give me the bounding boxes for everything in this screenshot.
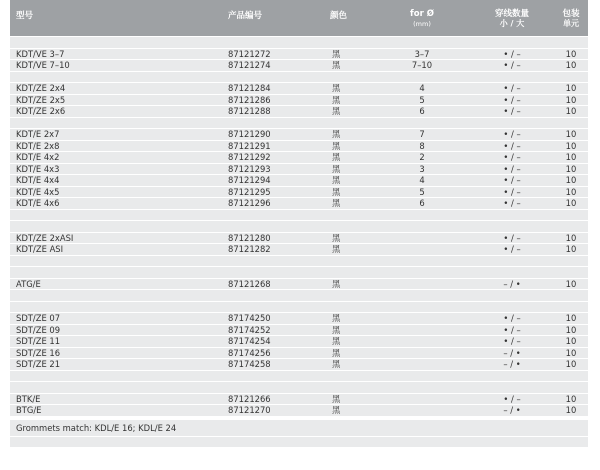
- cell-pack: 10: [565, 278, 577, 289]
- cell-code: 87174258: [228, 359, 271, 369]
- cell-pack: 10: [565, 48, 577, 59]
- cell-model: SDT/ZE 07: [16, 313, 61, 323]
- cell-model: KDT/ZE 2x6: [16, 106, 66, 116]
- cell-code: 87121294: [228, 175, 271, 185]
- cell-for: 8: [419, 140, 425, 151]
- cell-code: 87121288: [228, 106, 271, 116]
- cell-count: • / –: [503, 324, 521, 335]
- header-count-label: 穿线数量: [494, 9, 529, 19]
- table-row: [10, 267, 588, 278]
- cell-color: 黑: [332, 347, 341, 358]
- cell-count: • / –: [503, 232, 521, 243]
- cell-code: 87121280: [228, 232, 271, 243]
- table-row: [10, 152, 588, 163]
- table-row: [10, 302, 588, 313]
- cell-count: • / –: [503, 313, 521, 323]
- table-row: [10, 336, 588, 347]
- cell-code: 87121270: [228, 405, 271, 415]
- cell-pack: 10: [565, 106, 577, 116]
- cell-pack: 10: [565, 324, 577, 335]
- cell-code: 87121290: [228, 129, 271, 139]
- cell-for: 5: [419, 94, 425, 105]
- cell-for: 6: [419, 106, 425, 116]
- cell-count: • / –: [503, 393, 521, 404]
- cell-code: 87174250: [228, 313, 271, 323]
- cell-color: 黑: [332, 129, 341, 139]
- cell-color: 黑: [332, 313, 341, 323]
- cell-pack: 10: [565, 198, 577, 208]
- header-for-label: for Ø: [410, 9, 434, 19]
- header-count: [484, 9, 540, 28]
- cell-color: 黑: [332, 186, 341, 197]
- cell-count: • / –: [503, 152, 521, 162]
- cell-model: SDT/ZE 11: [16, 336, 61, 346]
- cell-pack: 10: [565, 244, 577, 254]
- cell-pack: 10: [565, 186, 577, 197]
- footnote: [10, 420, 588, 436]
- cell-count: • / –: [503, 336, 521, 346]
- cell-model: SDT/ZE 21: [16, 359, 61, 369]
- cell-color: 黑: [332, 106, 341, 116]
- table-row: [10, 83, 588, 94]
- cell-code: 87121272: [228, 48, 271, 59]
- cell-model: KDT/ZE 2xASI: [16, 232, 74, 243]
- cell-model: KDT/ZE 2x5: [16, 94, 66, 105]
- table-row: [10, 118, 588, 129]
- cell-color: 黑: [332, 393, 341, 404]
- cell-color: 黑: [332, 359, 341, 369]
- table-row: [10, 60, 588, 71]
- cell-count: – / •: [503, 278, 521, 289]
- header-for-unit: (mm): [413, 20, 431, 28]
- cell-pack: 10: [565, 232, 577, 243]
- cell-model: KDT/E 4x6: [16, 198, 60, 208]
- cell-count: • / –: [503, 163, 521, 174]
- cell-count: • / –: [503, 198, 521, 208]
- table-row: [10, 348, 588, 359]
- cell-model: KDT/E 4x3: [16, 163, 60, 174]
- cell-model: KDT/E 2x7: [16, 129, 60, 139]
- table-row: [10, 221, 588, 232]
- cell-pack: 10: [565, 336, 577, 346]
- cell-color: 黑: [332, 94, 341, 105]
- cell-model: KDT/ZE 2x4: [16, 83, 66, 93]
- table-row: [10, 129, 588, 140]
- table-bottom-band: [10, 437, 588, 447]
- cell-color: 黑: [332, 152, 341, 162]
- cell-model: ATG/E: [16, 278, 41, 289]
- cell-pack: 10: [565, 393, 577, 404]
- table-row: [10, 290, 588, 301]
- cell-model: KDT/E 4x2: [16, 152, 60, 162]
- cell-model: KDT/E 4x5: [16, 186, 60, 197]
- cell-model: SDT/ZE 16: [16, 347, 61, 358]
- cell-pack: 10: [565, 94, 577, 105]
- header-pack-label: 包装: [562, 9, 580, 19]
- table-row: [10, 49, 588, 60]
- cell-count: – / •: [503, 359, 521, 369]
- cell-model: BTK/E: [16, 393, 41, 404]
- cell-code: 87174252: [228, 324, 271, 335]
- cell-count: • / –: [503, 140, 521, 151]
- cell-color: 黑: [332, 324, 341, 335]
- cell-pack: 10: [565, 152, 577, 162]
- table-row: [10, 325, 588, 336]
- table-header: [10, 0, 588, 36]
- cell-color: 黑: [332, 83, 341, 93]
- header-color: 颜色: [330, 11, 348, 21]
- cell-for: 5: [419, 186, 425, 197]
- cell-for: 3: [419, 163, 425, 174]
- cell-pack: 10: [565, 60, 577, 70]
- cell-count: – / •: [503, 347, 521, 358]
- table-row: [10, 164, 588, 175]
- table-row: [10, 187, 588, 198]
- cell-code: 87121266: [228, 393, 271, 404]
- cell-for: 4: [419, 175, 425, 185]
- header-pack: [558, 9, 584, 28]
- table-row: [10, 405, 588, 416]
- cell-for: 2: [419, 152, 425, 162]
- cell-count: • / –: [503, 129, 521, 139]
- cell-model: KDT/VE 7–10: [16, 60, 70, 70]
- table-row: [10, 95, 588, 106]
- cell-code: 87174254: [228, 336, 271, 346]
- cell-count: • / –: [503, 60, 521, 70]
- cell-color: 黑: [332, 405, 341, 415]
- table-row: [10, 359, 588, 370]
- cell-count: – / •: [503, 405, 521, 415]
- cell-model: KDT/E 4x4: [16, 175, 60, 185]
- cell-pack: 10: [565, 405, 577, 415]
- table-row: [10, 279, 588, 290]
- table-row: [10, 244, 588, 255]
- cell-code: 87174256: [228, 347, 271, 358]
- cell-color: 黑: [332, 140, 341, 151]
- cell-code: 87121268: [228, 278, 271, 289]
- cell-model: SDT/ZE 09: [16, 324, 61, 335]
- cell-model: KDT/ZE ASI: [16, 244, 64, 254]
- cell-code: 87121295: [228, 186, 271, 197]
- header-pack-sub: 单元: [563, 19, 579, 28]
- cell-pack: 10: [565, 313, 577, 323]
- cell-color: 黑: [332, 60, 341, 70]
- cell-for: 3–7: [414, 48, 430, 59]
- cell-for: 7: [419, 129, 425, 139]
- table-row: [10, 37, 588, 48]
- cell-color: 黑: [332, 232, 341, 243]
- table-body: [10, 37, 588, 417]
- table-row: [10, 371, 588, 382]
- cell-color: 黑: [332, 336, 341, 346]
- cell-code: 87121284: [228, 83, 271, 93]
- cell-code: 87121286: [228, 94, 271, 105]
- cell-for: 6: [419, 198, 425, 208]
- cell-count: • / –: [503, 94, 521, 105]
- table-row: [10, 382, 588, 393]
- header-code: 产品编号: [228, 11, 263, 21]
- cell-pack: 10: [565, 175, 577, 185]
- cell-code: 87121274: [228, 60, 271, 70]
- table-row: [10, 210, 588, 221]
- cell-color: 黑: [332, 198, 341, 208]
- table-row: [10, 394, 588, 405]
- cell-code: 87121292: [228, 152, 271, 162]
- cell-color: 黑: [332, 244, 341, 254]
- cell-count: • / –: [503, 244, 521, 254]
- cell-for: 4: [419, 83, 425, 93]
- cell-code: 87121282: [228, 244, 271, 254]
- cell-count: • / –: [503, 106, 521, 116]
- cell-pack: 10: [565, 140, 577, 151]
- cell-color: 黑: [332, 175, 341, 185]
- cell-color: 黑: [332, 48, 341, 59]
- table-row: [10, 233, 588, 244]
- cell-count: • / –: [503, 186, 521, 197]
- cell-model: KDT/VE 3–7: [16, 48, 65, 59]
- table-row: [10, 141, 588, 152]
- table-row: [10, 256, 588, 267]
- cell-code: 87121291: [228, 140, 271, 151]
- table-row: [10, 313, 588, 324]
- cell-count: • / –: [503, 175, 521, 185]
- cell-code: 87121296: [228, 198, 271, 208]
- footnote-text: Grommets match: KDL/E 16; KDL/E 24: [16, 423, 177, 433]
- cell-model: KDT/E 2x8: [16, 140, 60, 151]
- table-row: [10, 106, 588, 117]
- header-for-diameter: [398, 9, 446, 28]
- cell-color: 黑: [332, 278, 341, 289]
- cell-code: 87121293: [228, 163, 271, 174]
- cell-pack: 10: [565, 83, 577, 93]
- table-row: [10, 175, 588, 186]
- cell-count: • / –: [503, 48, 521, 59]
- header-count-sub: 小 / 大: [499, 19, 525, 28]
- table-row: [10, 198, 588, 209]
- cell-pack: 10: [565, 347, 577, 358]
- table-row: [10, 72, 588, 83]
- cell-pack: 10: [565, 129, 577, 139]
- cell-pack: 10: [565, 163, 577, 174]
- cell-count: • / –: [503, 83, 521, 93]
- cell-model: BTG/E: [16, 405, 42, 415]
- cell-pack: 10: [565, 359, 577, 369]
- cell-color: 黑: [332, 163, 341, 174]
- header-model: 型号: [16, 11, 34, 21]
- cell-for: 7–10: [411, 60, 433, 70]
